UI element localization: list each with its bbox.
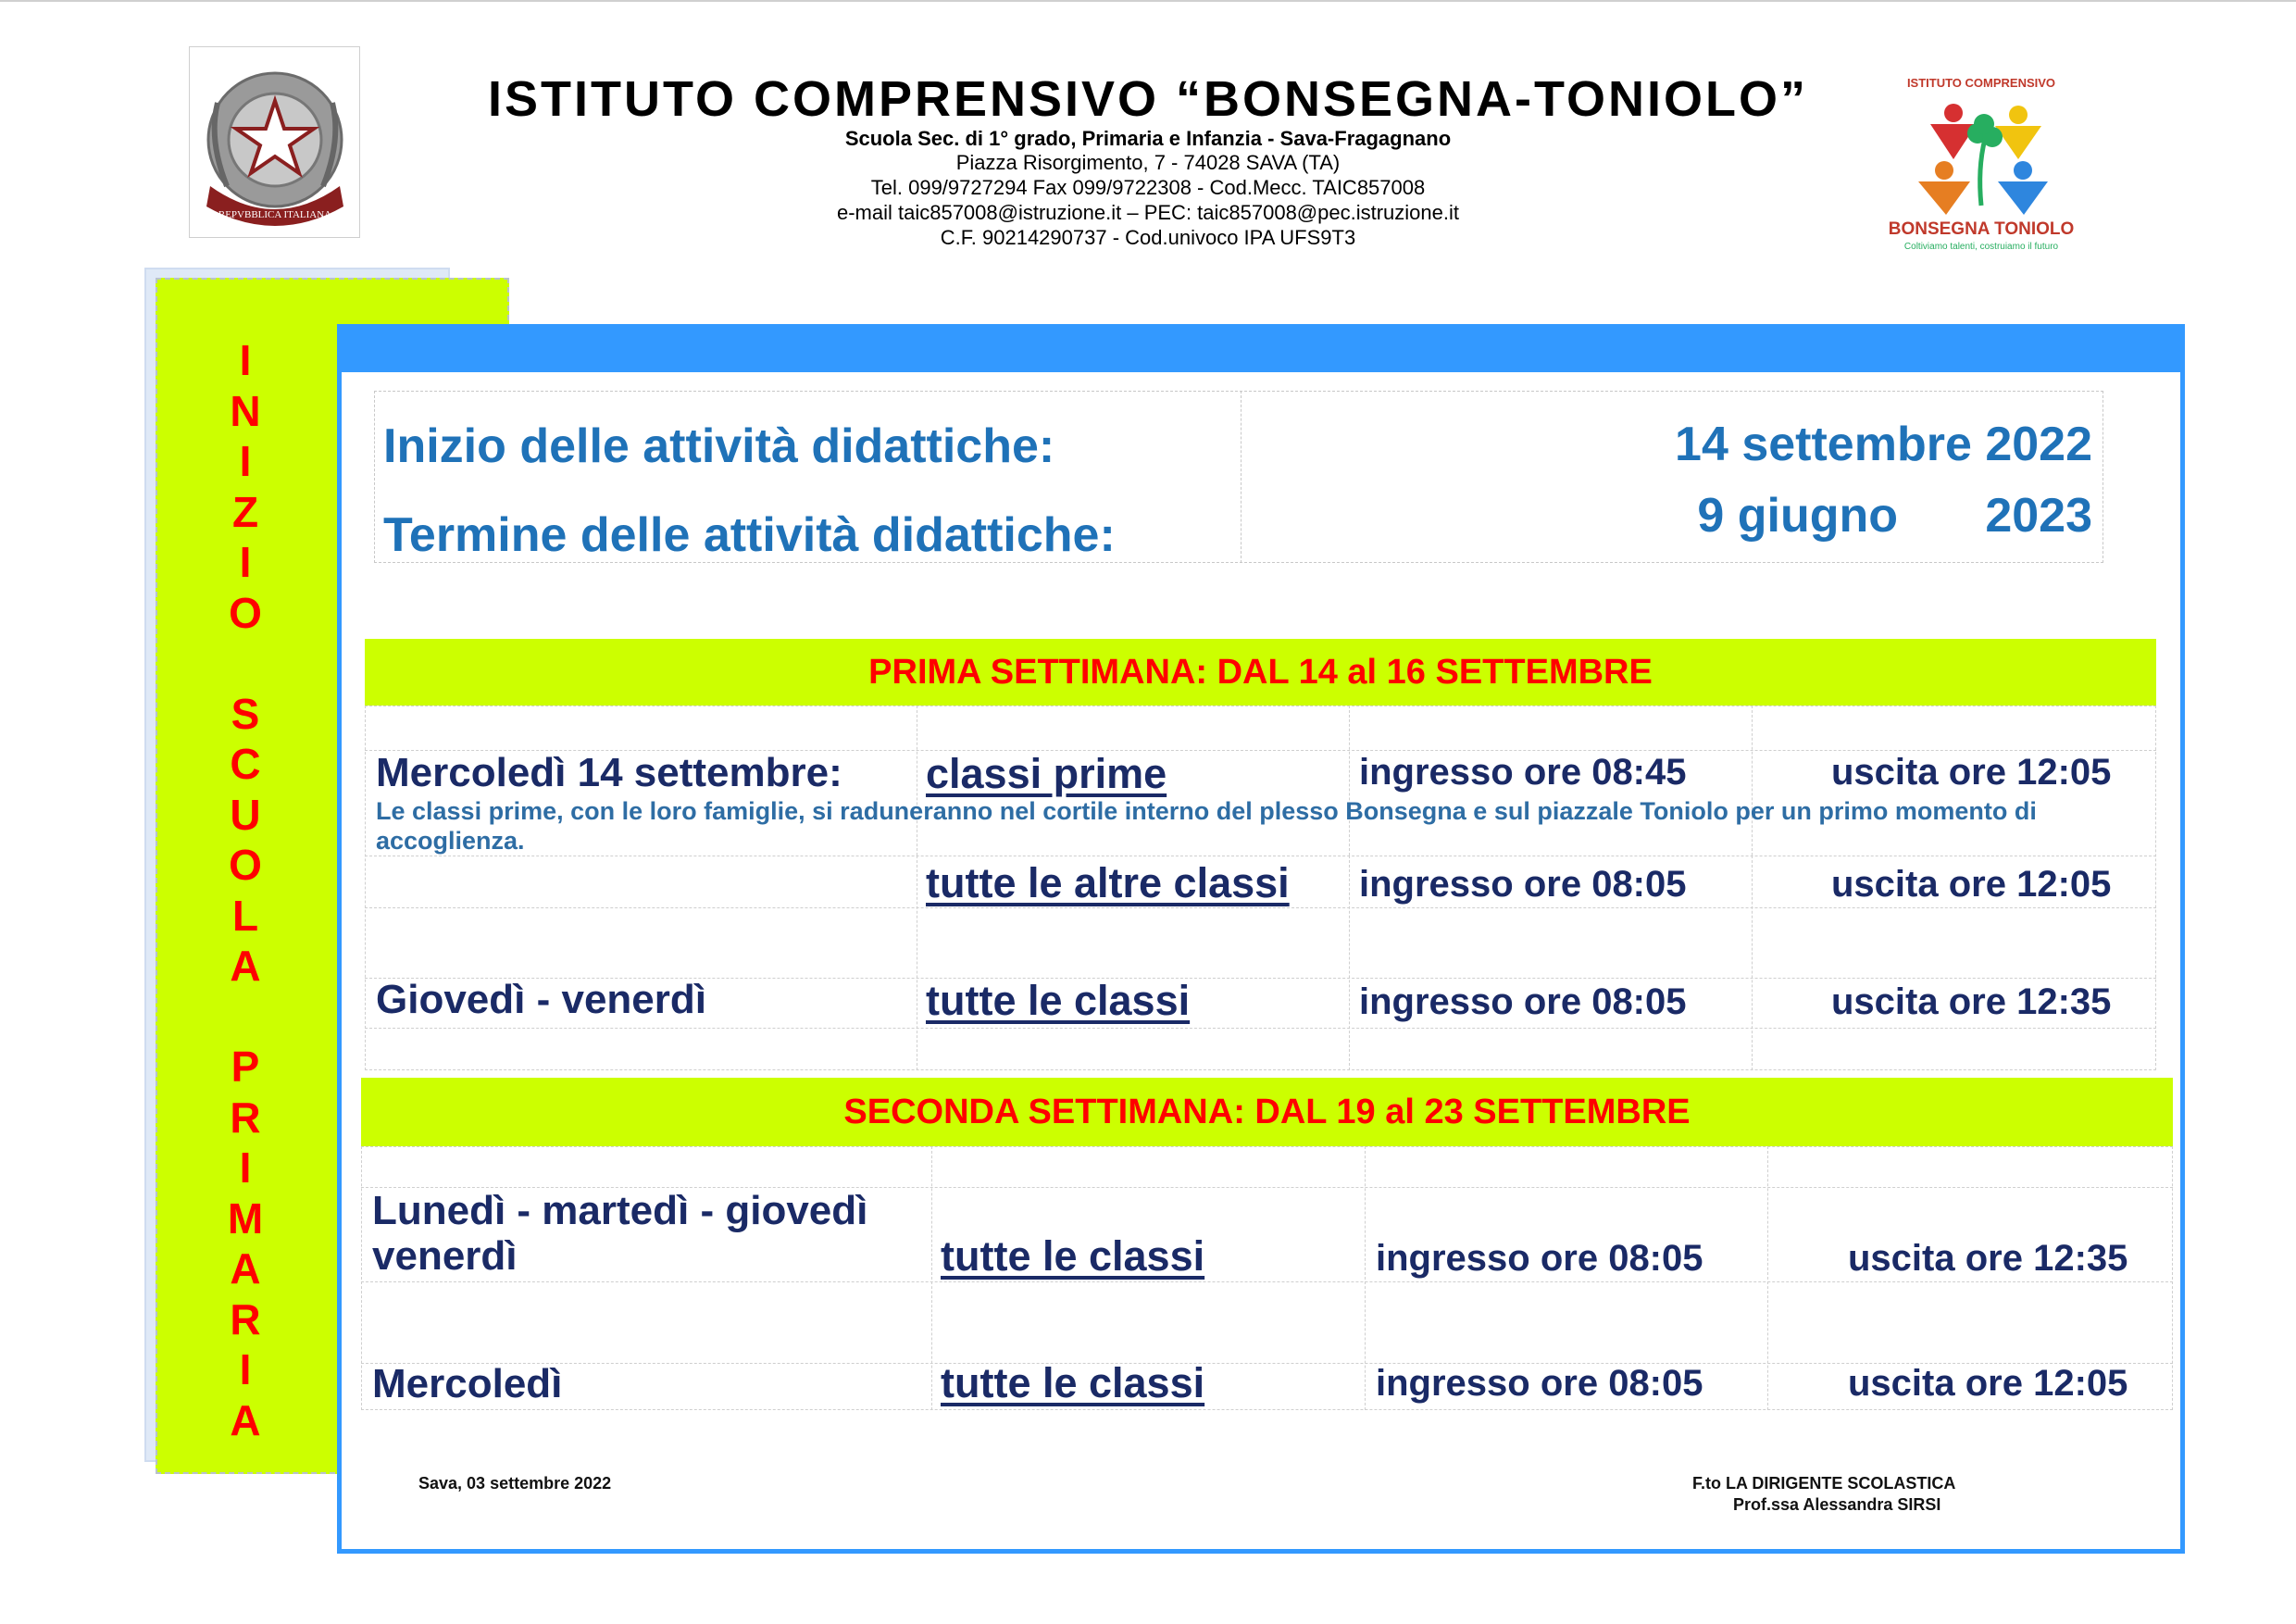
w1-row2-entry: ingresso ore 08:05 (1359, 864, 1687, 905)
banner-letter: O (229, 588, 262, 637)
school-phone: Tel. 099/9727294 Fax 099/9722308 - Cod.Mecc. TAIC857008 (870, 176, 1426, 199)
banner-letter: M (227, 1193, 264, 1243)
panel-top-bar (337, 324, 2185, 372)
banner-letter: R (230, 1093, 261, 1142)
school-email: e-mail taic857008@istruzione.it – PEC: taic857008@pec.istruzione.it (836, 201, 1459, 224)
grid-line (1365, 1146, 1366, 1410)
banner-letter: N (230, 386, 261, 435)
w1-row1-entry: ingresso ore 08:45 (1359, 752, 1687, 793)
banner-letter: A (230, 942, 261, 990)
svg-text:Coltiviamo talenti, costruiamo: Coltiviamo talenti, costruiamo il futuro (1903, 242, 2059, 252)
vertical-title (218, 335, 273, 1445)
banner-letter: O (229, 841, 262, 889)
emblem-icon (190, 47, 361, 239)
banner-letter: R (230, 1294, 261, 1343)
w2-row2-exit: uscita ore 12:05 (1848, 1363, 2128, 1404)
week2-heading: SECONDA SETTIMANA: DAL 19 al 23 SETTEMBRE (361, 1078, 2173, 1146)
dates-divider (1241, 391, 1242, 563)
end-day: 9 giugno (1697, 489, 1898, 543)
w1-row1-exit: uscita ore 12:05 (1831, 752, 2112, 793)
w2-row2-entry: ingresso ore 08:05 (1376, 1363, 1703, 1404)
banner-letter: I (239, 437, 252, 485)
republic-emblem (189, 46, 360, 238)
grid-line (1752, 856, 1753, 1070)
banner-letter: C (230, 740, 261, 788)
start-value: 14 settembre 2022 (1675, 418, 2092, 471)
school-address: Piazza Risorgimento, 7 - 74028 SAVA (TA) (955, 151, 1341, 174)
banner-letter: I (239, 1143, 252, 1192)
svg-text:BONSEGNA TONIOLO: BONSEGNA TONIOLO (1889, 219, 2074, 239)
school-subtitle: Scuola Sec. di 1° grado, Primaria e Infanzia - Sava-Fragagnano (844, 127, 1452, 150)
logo-icon (1889, 67, 2074, 256)
w1-welcome-note: Le classi prime, con le loro famiglie, si raduneranno nel cortile interno del plesso Bonsegna e sul piazzale Toniolo per un primo momento di accoglienza. (376, 797, 2037, 855)
w2-row1-day-line2: venerdì (372, 1233, 518, 1279)
banner-letter: A (230, 1244, 261, 1293)
banner-letter: P (231, 1043, 260, 1091)
top-rule (0, 0, 2296, 2)
svg-text:REPVBBLICA ITALIANA: REPVBBLICA ITALIANA (218, 209, 332, 220)
end-year: 2023 (1985, 489, 2092, 543)
banner-letter: I (239, 1345, 252, 1393)
signature-name: Prof.ssa Alessandra SIRSI (1733, 1495, 1941, 1514)
end-label: Termine delle attività didattiche: (383, 508, 1116, 562)
grid-line (365, 907, 2156, 908)
grid-line (1349, 856, 1350, 1070)
w1-row1-classes: classi prime (926, 750, 1167, 797)
svg-text:ISTITUTO COMPRENSIVO: ISTITUTO COMPRENSIVO (1906, 76, 2056, 90)
grid-line (1767, 1146, 1768, 1410)
grid-line (361, 1281, 2173, 1282)
w2-row1-exit: uscita ore 12:35 (1848, 1238, 2128, 1279)
w1-row2-exit: uscita ore 12:05 (1831, 864, 2112, 905)
banner-letter: I (239, 336, 252, 384)
banner-letter: I (239, 538, 252, 586)
grid-line (931, 1146, 932, 1410)
w1-row3-day: Giovedì - venerdì (376, 977, 706, 1022)
signature-title: F.to LA DIRIGENTE SCOLASTICA (1692, 1474, 1956, 1493)
banner-letter: Z (231, 487, 259, 536)
w1-row1-day: Mercoledì 14 settembre: (376, 750, 842, 795)
week1-heading: PRIMA SETTIMANA: DAL 14 al 16 SETTEMBRE (365, 639, 2156, 706)
w2-row1-entry: ingresso ore 08:05 (1376, 1238, 1703, 1279)
school-logo (1889, 67, 2074, 256)
start-label: Inizio delle attività didattiche: (383, 419, 1055, 473)
banner-letter: L (231, 891, 259, 940)
banner-letter (218, 638, 273, 689)
place-date: Sava, 03 settembre 2022 (418, 1474, 612, 1493)
w2-row1-classes: tutte le classi (941, 1232, 1205, 1280)
w1-row3-entry: ingresso ore 08:05 (1359, 981, 1687, 1022)
school-fiscal: C.F. 90214290737 - Cod.univoco IPA UFS9T3 (940, 226, 1356, 249)
w1-row3-exit: uscita ore 12:35 (1831, 981, 2112, 1022)
grid-line (365, 1028, 2156, 1029)
banner-letter: U (230, 790, 261, 839)
w1-row3-classes: tutte le classi (926, 977, 1191, 1024)
school-title: ISTITUTO COMPRENSIVO “BONSEGNA-TONIOLO” (487, 71, 1809, 127)
w2-row2-classes: tutte le classi (941, 1359, 1205, 1406)
banner-letter: S (231, 689, 260, 738)
banner-letter: A (230, 1395, 261, 1444)
banner-letter (218, 992, 273, 1043)
w2-row2-day: Mercoledì (372, 1361, 563, 1406)
w1-row2-classes: tutte le altre classi (926, 859, 1290, 906)
w2-row1-day-line1: Lunedì - martedì - giovedì (372, 1188, 868, 1233)
